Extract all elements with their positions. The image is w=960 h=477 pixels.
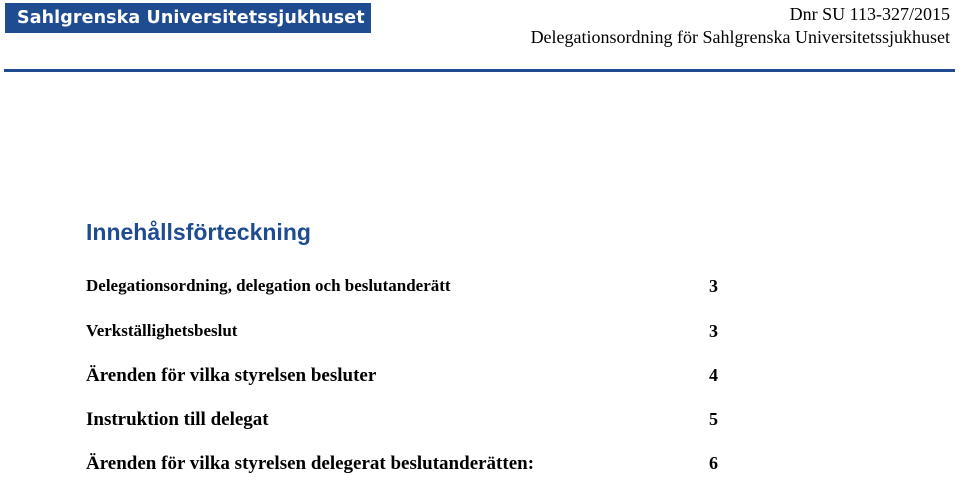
toc-entry-page: 3 xyxy=(709,321,718,341)
document-title: Delegationsordning för Sahlgrenska Universitetssjukhuset xyxy=(530,27,950,47)
toc-entry[interactable] xyxy=(86,321,718,345)
toc-entry[interactable] xyxy=(86,365,718,389)
toc-entry-label: Ärenden för vilka styrelsen delegerat beslutanderätten: xyxy=(86,453,535,474)
toc-entry[interactable] xyxy=(86,453,718,477)
toc-entry-label: Instruktion till delegat xyxy=(86,409,269,430)
toc-entry-label: Verkställighetsbeslut xyxy=(86,321,238,340)
header-divider xyxy=(4,69,955,72)
toc-heading: Innehållsförteckning xyxy=(86,219,311,245)
hospital-logo xyxy=(5,3,371,33)
toc-entry-page: 4 xyxy=(709,365,718,385)
toc-entry-page: 5 xyxy=(709,409,718,429)
toc-entry-label: Ärenden för vilka styrelsen besluter xyxy=(86,365,377,386)
toc-entry[interactable] xyxy=(86,276,718,300)
toc-entry-page: 3 xyxy=(709,276,718,296)
toc-entry-page: 6 xyxy=(709,453,718,473)
document-number: Dnr SU 113-327/2015 xyxy=(789,4,950,24)
toc-entry-label: Delegationsordning, delegation och beslutanderätt xyxy=(86,276,451,295)
logo-text: Sahlgrenska Universitetssjukhuset xyxy=(17,8,365,28)
toc-entry[interactable] xyxy=(86,409,718,433)
document-reference xyxy=(531,3,950,49)
